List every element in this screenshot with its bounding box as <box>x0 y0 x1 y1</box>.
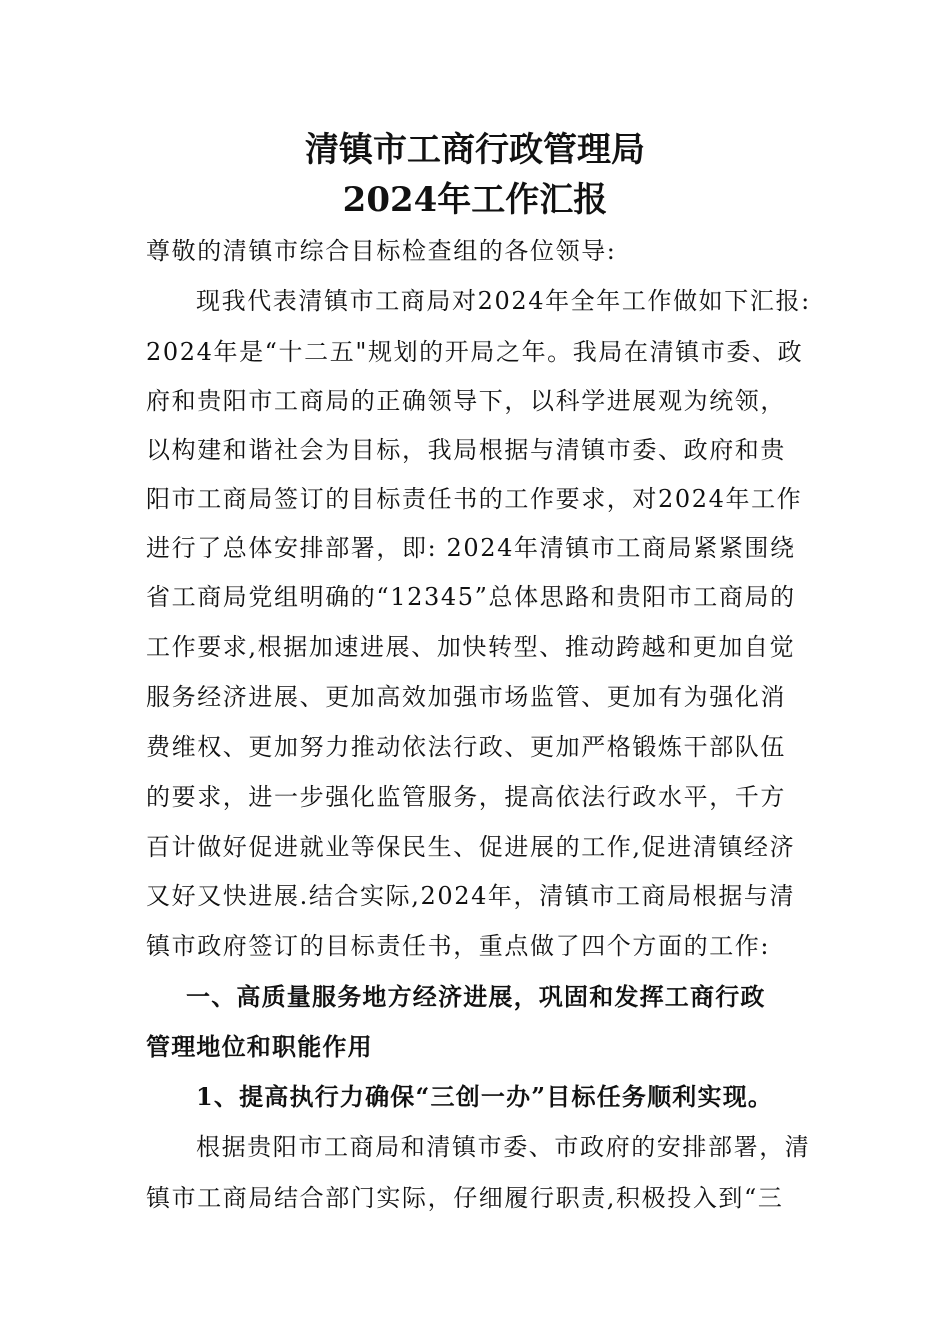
section-heading-continued: 管理地位和职能作用 <box>146 1032 373 1061</box>
paragraph-line: 阳市工商局签订的目标责任书的工作要求，对2024年工作 <box>146 485 803 513</box>
subsection-heading: 1、提高执行力确保“三创一办”目标任务顺利实现。 <box>196 1082 774 1111</box>
paragraph-line: 府和贵阳市工商局的正确领导下，以科学进展观为统领， <box>146 387 786 415</box>
paragraph-line: 进行了总体安排部署，即: 2024年清镇市工商局紧紧围绕 <box>146 534 796 562</box>
paragraph-line: 百计做好促进就业等保民生、促进展的工作,促进清镇经济 <box>146 833 796 861</box>
paragraph-line: 镇市工商局结合部门实际，仔细履行职责,积极投入到“三 <box>146 1184 784 1212</box>
paragraph-line: 费维权、更加努力推动依法行政、更加严格锻炼干部队伍 <box>146 733 786 761</box>
paragraph-line: 省工商局党组明确的“12345”总体思路和贵阳市工商局的 <box>146 583 796 611</box>
paragraph-line: 的要求，进一步强化监管服务，提高依法行政水平，千方 <box>146 783 786 811</box>
paragraph-line: 2024年是“十二五"规划的开局之年。我局在清镇市委、政 <box>146 338 804 366</box>
document-subtitle: 2024年工作汇报 <box>342 180 608 220</box>
paragraph-line: 镇市政府签订的目标责任书，重点做了四个方面的工作: <box>146 932 771 960</box>
paragraph-line: 又好又快进展.结合实际,2024年，清镇市工商局根据与清 <box>146 882 796 910</box>
paragraph-line: 根据贵阳市工商局和清镇市委、市政府的安排部署，清 <box>196 1133 811 1161</box>
document-title: 清镇市工商行政管理局 <box>305 130 645 170</box>
section-heading: 一、高质量服务地方经济进展，巩固和发挥工商行政 <box>186 982 766 1011</box>
salutation: 尊敬的清镇市综合目标检查组的各位领导: <box>146 237 617 265</box>
paragraph-line: 以构建和谐社会为目标，我局根据与清镇市委、政府和贵 <box>146 436 786 464</box>
paragraph-line: 服务经济进展、更加高效加强市场监管、更加有为强化消 <box>146 683 786 711</box>
paragraph-line: 工作要求,根据加速进展、加快转型、推动跨越和更加自觉 <box>146 633 796 661</box>
paragraph-line: 现我代表清镇市工商局对2024年全年工作做如下汇报: <box>196 287 811 315</box>
